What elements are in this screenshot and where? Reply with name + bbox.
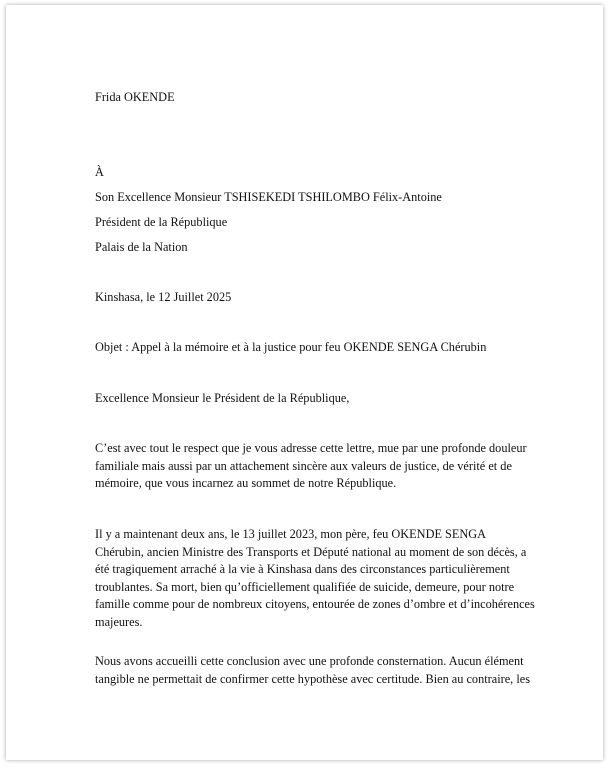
document-page	[6, 5, 603, 760]
recipient-line-2: Président de la République	[95, 215, 228, 229]
paragraph-line: Il y a maintenant deux ans, le 13 juillet 2023, mon père, feu OKENDE SENGA	[95, 527, 487, 541]
paragraph-line: tangible ne permettait de confirmer cette hypothèse avec certitude. Bien au contraire, les	[95, 671, 530, 686]
paragraph-line: troublantes. Sa mort, bien qu’officiellement qualifiée de suicide, demeure, pour notre	[95, 579, 515, 594]
paragraph-line: mémoire, que vous incarnez au sommet de notre République.	[95, 476, 397, 491]
paragraph-line: C’est avec tout le respect que je vous adresse cette lettre, mue par une profonde douleur	[95, 441, 527, 455]
subject-line: Objet : Appel à la mémoire et à la justice pour feu OKENDE SENGA Chérubin	[95, 340, 487, 354]
paragraph-3	[95, 653, 530, 688]
sender-name: Frida OKENDE	[95, 90, 175, 104]
paragraph-line: Chérubin, ancien Ministre des Transports et Député national au moment de son décès, a	[95, 544, 527, 559]
paragraph-line: été tragiquement arraché à la vie à Kinshasa dans des circonstances particulièrement	[95, 562, 510, 577]
recipient-line-3: Palais de la Nation	[95, 240, 188, 254]
paragraph-2	[95, 526, 535, 632]
paragraph-line: familiale mais aussi par un attachement sincère aux valeurs de justice, de vérité et de	[95, 458, 512, 473]
recipient-line-1: Son Excellence Monsieur TSHISEKEDI TSHILOMBO Félix-Antoine	[95, 190, 442, 204]
recipient-marker: À	[95, 165, 104, 179]
salutation: Excellence Monsieur le Président de la République,	[95, 391, 350, 405]
paragraph-line: majeures.	[95, 614, 143, 629]
place-date: Kinshasa, le 12 Juillet 2025	[95, 290, 232, 304]
paragraph-line: famille comme pour de nombreux citoyens, entourée de zones d’ombre et d’incohérences	[95, 597, 535, 612]
paragraph-1	[95, 440, 527, 493]
paragraph-line: Nous avons accueilli cette conclusion avec une profonde consternation. Aucun élément	[95, 654, 524, 668]
